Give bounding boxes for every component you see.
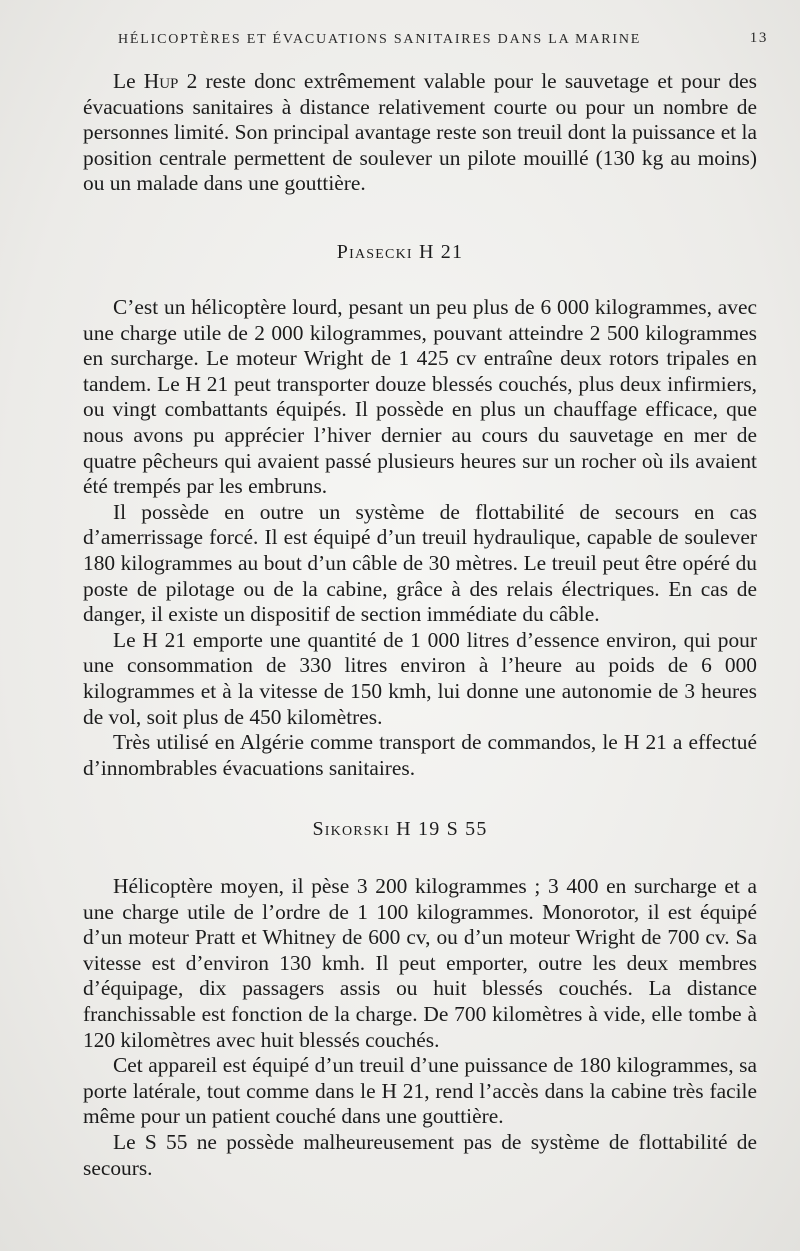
running-title: HÉLICOPTÈRES ET ÉVACUATIONS SANITAIRES DANS LA MARINE <box>118 32 642 47</box>
paragraph: Le H 21 emporte une quantité de 1 000 litres d’essence environ, qui pour une consommation de 330 litres environ à l’heure au poids de 6 000 kilogrammes et à la vitesse de 150 kmh, lui donne une autonomie de 3 heures de vol, soit plus de 450 kilomètres. <box>83 627 757 729</box>
paragraph: Il possède en outre un système de flottabilité de secours en cas d’amerrissage forcé. Il est équipé d’un treuil hydraulique, capable de soulever 180 kilogrammes au bout d’un câble de 30 mètres. Le treuil peut être opéré du poste de pilotage ou de la cabine, grâce à des relais électriques. En cas de danger, il existe un dispositif de section immédiate du câble. <box>83 499 757 627</box>
section-heading-piasecki: Piasecki H 21 <box>336 241 464 263</box>
running-header <box>118 30 768 48</box>
paragraph: Cet appareil est équipé d’un treuil d’une puissance de 180 kilogrammes, sa porte latérale, tout comme dans le H 21, rend l’accès dans la cabine très facile même pour un patient couché dans une gouttière. <box>83 1053 757 1129</box>
intro-text-after: 2 reste donc extrêmement valable pour le sauvetage et pour des évacuations sanitaires à distance relativement courte ou pour un nombre de personnes limité. Son principal avantage reste son treuil dont la puissance et la position centrale permettent de soulever un pilote mouillé (130 kg au moins) ou un malade dans une gouttière. <box>83 69 757 196</box>
paragraph: Le S 55 ne possède malheureusement pas de système de flottabilité de secours. <box>83 1129 757 1180</box>
model-name: Hup <box>143 69 179 93</box>
section-body-sikorski <box>83 874 757 1181</box>
paragraph: Hélicoptère moyen, il pèse 3 200 kilogrammes ; 3 400 en surcharge et a une charge utile de l’ordre de 1 100 kilogrammes. Monorotor, il est équipé d’un moteur Pratt et Whitney de 600 cv, ou d’un moteur Wright de 700 cv. Sa vitesse est d’environ 130 kmh. Il peut emporter, outre les deux membres d’équipage, dix passagers assis ou huit blessés couchés. La distance franchissable est fonction de la charge. De 700 kilomètres à vide, elle tombe à 120 kilomètres avec huit blessés couchés. <box>83 874 757 1052</box>
section-body-piasecki <box>83 295 757 781</box>
section-heading-sikorski: Sikorski H 19 S 55 <box>312 818 488 840</box>
paragraph: C’est un hélicoptère lourd, pesant un peu plus de 6 000 kilogrammes, avec une charge utile de 2 000 kilogrammes, pouvant atteindre 2 500 kilogrammes en surcharge. Le moteur Wright de 1 425 cv entraîne deux rotors tripales en tandem. Le H 21 peut transporter douze blessés couchés, plus deux infirmiers, ou vingt combattants équipés. Il possède en plus un chauffage efficace, que nous avons pu apprécier l’hiver dernier au cours du sauvetage en mer de quatre pêcheurs qui avaient passé plusieurs heures sur un rocher où ils avaient été trempés par les embruns. <box>83 295 757 499</box>
intro-paragraph <box>83 69 757 197</box>
page-number: 13 <box>749 30 768 46</box>
paragraph: Très utilisé en Algérie comme transport de commandos, le H 21 a effectué d’innombrables évacuations sanitaires. <box>83 730 757 780</box>
intro-text-before: Le <box>113 69 144 93</box>
intro-block <box>83 69 757 197</box>
